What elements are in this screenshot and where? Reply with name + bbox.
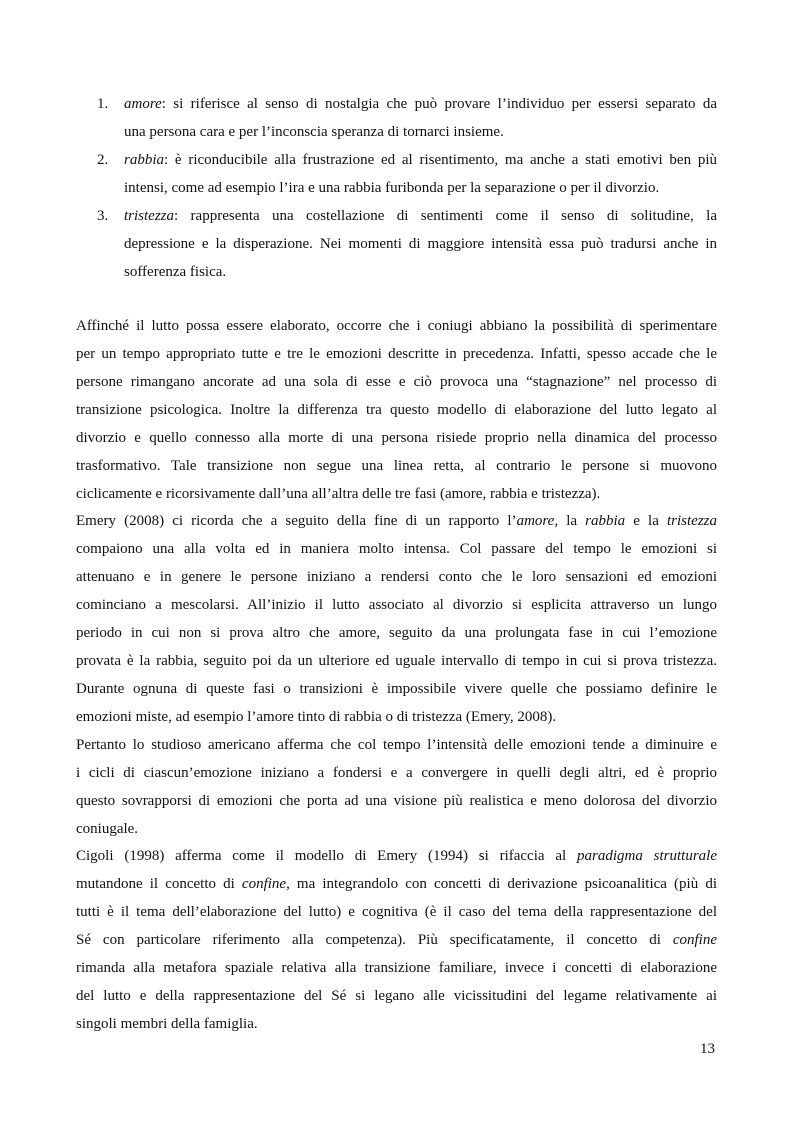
paragraph-line: tutti è il tema dell’elaborazione del lutto) e cognitiva (è il caso del tema della rappresentazione del — [76, 904, 717, 920]
paragraph-line: rimanda alla metafora spaziale relativa alla transizione familiare, invece i concetti di elaborazione — [76, 960, 717, 976]
paragraph-line: emozioni miste, ad esempio l’amore tinto di rabbia o di tristezza (Emery, 2008). — [76, 709, 557, 725]
list-item-line: una persona cara e per l’inconscia speranza di tornarci insieme. — [124, 124, 504, 140]
paragraph-line: del lutto e della rappresentazione del Sé si legano alle vicissitudini del legame relativamente ai — [76, 988, 717, 1004]
paragraph-line: divorzio e quello connesso alla morte di una persona risiede proprio nella dinamica del processo — [76, 430, 717, 446]
paragraph-line: ciclicamente e ricorsivamente dall’una all’altra delle tre fasi (amore, rabbia e tristezza). — [76, 486, 601, 502]
list-item-line: intensi, come ad esempio l’ira e una rabbia furibonda per la separazione o per il divorzio. — [124, 180, 660, 196]
paragraph-line: Sé con particolare riferimento alla competenza). Più specificatamente, il concetto di confine — [76, 932, 717, 948]
paragraph-line: Durante ognuna di queste fasi o transizioni è impossibile vivere quelle che possiamo definire le — [76, 681, 717, 697]
paragraph-line: transizione psicologica. Inoltre la differenza tra questo modello di elaborazione del lutto legato al — [76, 402, 717, 418]
paragraph-line: compaiono una alla volta ed in maniera molto intensa. Col passare del tempo le emozioni si — [76, 541, 717, 557]
list-item-line: amore: si riferisce al senso di nostalgia che può provare l’individuo per essersi separato da — [124, 96, 717, 112]
paragraph-line: questo sovrapporsi di emozioni che porta ad una visione più realistica e meno dolorosa del divorzio — [76, 793, 717, 809]
paragraph-line: persone rimangano ancorate ad una sola di esse e ciò provoca una “stagnazione” nel processo di — [76, 374, 717, 390]
list-item-line: sofferenza fisica. — [124, 264, 227, 280]
paragraph-line: cominciano a mescolarsi. All’inizio il lutto associato al divorzio si esplicita attraverso un lungo — [76, 597, 717, 613]
term-amore: amore — [124, 96, 162, 112]
paragraph-line: Cigoli (1998) afferma come il modello di Emery (1994) si rifaccia al paradigma strutturale — [76, 848, 717, 864]
paragraph-line: provata è la rabbia, seguito poi da un ulteriore ed uguale intervallo di tempo in cui si prova tristezza. — [76, 653, 717, 669]
paragraph-line: attenuano e in genere le persone iniziano a rendersi conto che le loro sensazioni ed emozioni — [76, 569, 717, 585]
paragraph-line: Pertanto lo studioso americano afferma che col tempo l’intensità delle emozioni tende a diminuire e — [76, 737, 717, 753]
term-rabbia: rabbia — [124, 152, 165, 168]
paragraph-line: i cicli di ciascun’emozione iniziano a fondersi e a convergere in quelli degli altri, ed è proprio — [76, 765, 717, 781]
term-tristezza: tristezza — [124, 208, 175, 224]
page-number: 13 — [700, 1041, 715, 1057]
list-number: 3. — [97, 208, 109, 224]
paragraph-line: mutandone il concetto di confine, ma integrandolo con concetti di derivazione psicoanalitica (più di — [76, 876, 717, 892]
paragraph-line: periodo in cui non si prova altro che amore, seguito da una prolungata fase in cui l’emozione — [76, 625, 717, 641]
list-number: 2. — [97, 152, 109, 168]
list-item-line: rabbia: è riconducibile alla frustrazione ed al risentimento, ma anche a stati emotivi ben più — [124, 152, 717, 168]
paragraph-line: Emery (2008) ci ricorda che a seguito della fine di un rapporto l’amore, la rabbia e la tristezza — [76, 513, 718, 529]
paragraph-line: trasformativo. Tale transizione non segue una linea retta, al contrario le persone si muovono — [76, 458, 717, 474]
list-item-line: depressione e la disperazione. Nei momenti di maggiore intensità essa può tradursi anche in — [124, 236, 717, 252]
list-item-line: tristezza: rappresenta una costellazione di sentimenti come il senso di solitudine, la — [124, 208, 717, 224]
paragraph-line: Affinché il lutto possa essere elaborato, occorre che i coniugi abbiano la possibilità di sperimentare — [76, 318, 717, 334]
list-number: 1. — [97, 96, 109, 112]
paragraph-line: singoli membri della famiglia. — [76, 1016, 258, 1032]
paragraph-line: per un tempo appropriato tutte e tre le emozioni descritte in precedenza. Infatti, spesso accade che le — [76, 346, 717, 362]
paragraph-line: coniugale. — [76, 821, 139, 837]
